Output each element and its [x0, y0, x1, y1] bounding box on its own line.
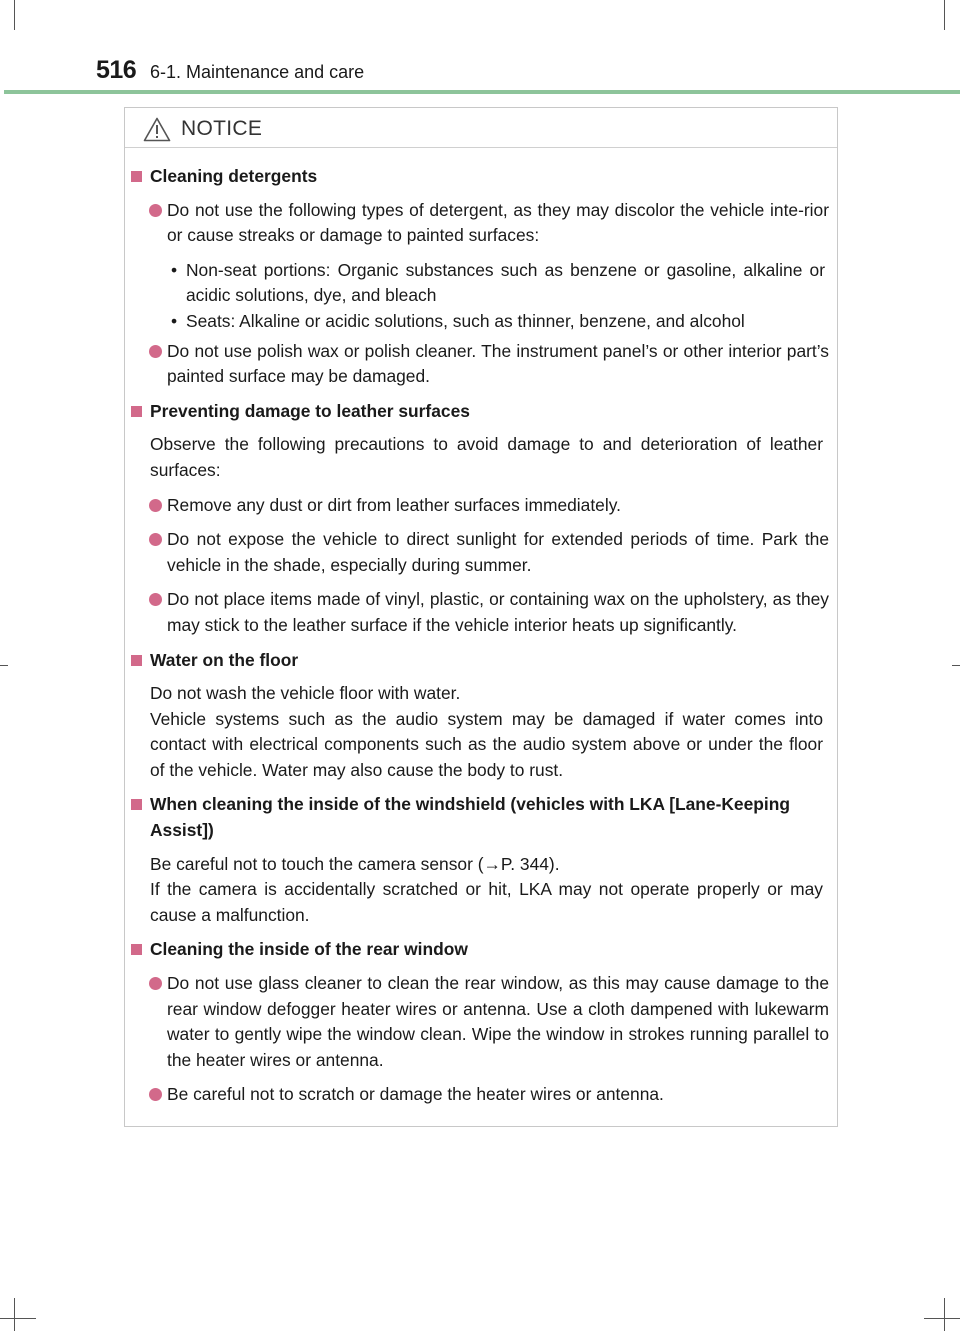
list-item: Do not use the following types of detergent, as they may discolor the vehicle inte-rior or cause streaks or damage to painted surfaces: [125, 198, 837, 249]
section-title: 6-1. Maintenance and care [150, 62, 365, 82]
page-header [0, 52, 960, 94]
circle-bullet-icon [149, 977, 162, 990]
section-heading: When cleaning the inside of the windshield (vehicles with LKA [Lane-Keeping Assist]) [125, 792, 837, 843]
crop-mark [0, 1318, 36, 1319]
list-item: Remove any dust or dirt from leather surfaces immediately. [125, 493, 837, 519]
square-bullet-icon [131, 944, 142, 955]
page-number: 516 [96, 56, 137, 84]
section-heading: Cleaning detergents [125, 164, 837, 190]
notice-header [125, 108, 837, 148]
circle-bullet-icon [149, 204, 162, 217]
notice-label: NOTICE [181, 117, 263, 140]
square-bullet-icon [131, 655, 142, 666]
square-bullet-icon [131, 799, 142, 810]
circle-bullet-icon [149, 533, 162, 546]
list-item: Be careful not to scratch or damage the heater wires or antenna. [125, 1082, 837, 1108]
circle-bullet-icon [149, 1088, 162, 1101]
list-item: Do not use polish wax or polish cleaner. The instrument panel’s or other interior part’s painted surface may be damaged. [125, 339, 837, 390]
crop-mark [924, 1318, 960, 1319]
square-bullet-icon [131, 171, 142, 182]
crop-mark [0, 665, 8, 666]
section-heading: Water on the floor [125, 648, 837, 674]
crop-mark [944, 1298, 945, 1331]
circle-bullet-icon [149, 499, 162, 512]
list-item: Do not use glass cleaner to clean the rear window, as this may cause damage to the rear window defogger heater wires or antenna. Use a cloth dampened with lukewarm water to gently wipe the window clean. Wipe the window in strokes running parallel to the heater wires or antenna. [125, 971, 837, 1073]
section-heading: Preventing damage to leather surfaces [125, 399, 837, 425]
paragraph: Be careful not to touch the camera sensor (→P. 344). [150, 853, 560, 874]
circle-bullet-icon [149, 345, 162, 358]
crop-mark [14, 0, 15, 30]
paragraph: Vehicle systems such as the audio system may be damaged if water comes into contact with electrical components such as the audio system above or under the floor of the vehicle. Water may also cause the body to rust. [150, 708, 823, 780]
warning-triangle-icon [143, 117, 171, 142]
paragraph: If the camera is accidentally scratched or hit, LKA may not operate properly or may cause a malfunction. [150, 879, 823, 925]
circle-bullet-icon [149, 593, 162, 606]
header-rule [4, 90, 960, 94]
list-item: Do not place items made of vinyl, plastic, or containing wax on the upholstery, as they may stick to the leather surface if the vehicle interior heats up significantly. [125, 587, 837, 638]
square-bullet-icon [131, 406, 142, 417]
sub-list-item: • Non-seat portions: Organic substances such as benzene or gasoline, alkaline or acidic solutions, dye, and bleach [171, 259, 825, 306]
sub-list-item: • Seats: Alkaline or acidic solutions, such as thinner, benzene, and alcohol [171, 310, 745, 331]
paragraph: Do not wash the vehicle floor with water. [150, 683, 461, 704]
section-heading: Cleaning the inside of the rear window [125, 937, 837, 963]
crop-mark [14, 1298, 15, 1331]
crop-mark [944, 0, 945, 30]
list-item: Do not expose the vehicle to direct sunlight for extended periods of time. Park the vehicle in the shade, especially during summer. [125, 527, 837, 578]
paragraph: Observe the following precautions to avoid damage to and deterioration of leather surfaces: [150, 434, 823, 480]
crop-mark [952, 665, 960, 666]
notice-box [124, 107, 838, 1127]
notice-content [125, 164, 837, 1117]
